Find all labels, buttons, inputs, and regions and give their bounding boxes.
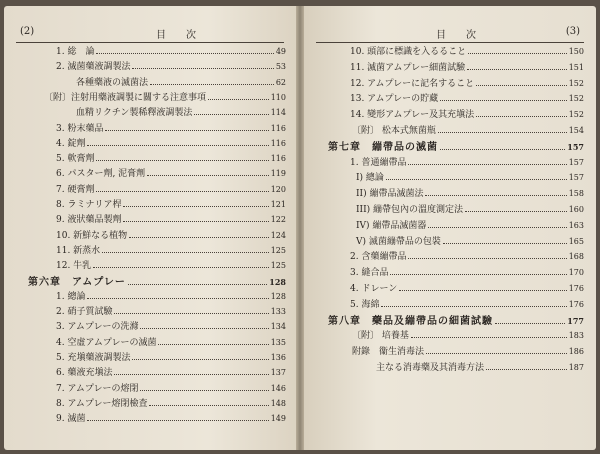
toc-leader-dots	[87, 413, 268, 421]
toc-entry-title: II) 繃帶品滅菌法	[356, 189, 424, 200]
toc-entry-page: 110	[270, 92, 286, 102]
toc-entry-page: 157	[568, 173, 584, 183]
toc-leader-dots	[123, 199, 268, 207]
toc-entry	[356, 236, 584, 248]
toc-entry	[56, 321, 286, 333]
toc-entry	[56, 199, 286, 211]
toc-leader-dots	[132, 352, 268, 360]
toc-entry	[376, 362, 584, 374]
toc-entry	[56, 168, 286, 180]
toc-entry-title: 4. 錠劑	[56, 138, 86, 149]
toc-entry	[56, 367, 286, 379]
toc-entry	[56, 413, 286, 425]
toc-leader-dots	[96, 46, 273, 54]
toc-entry-page: 150	[568, 47, 584, 56]
toc-entry-page: 177	[567, 315, 584, 326]
toc-entry-page: 160	[568, 205, 584, 214]
toc-leader-dots	[381, 299, 566, 307]
toc-entry-page: 187	[568, 363, 584, 372]
toc-entry-page: 154	[568, 126, 584, 135]
toc-entry-page: 170	[568, 268, 584, 278]
toc-entry-page: 128	[270, 291, 286, 301]
toc-entry-title: IV) 繃帶品滅菌器	[356, 220, 427, 231]
toc-entry-page: 137	[270, 368, 286, 378]
right-page	[304, 6, 596, 450]
toc-entry-page: 157	[568, 157, 584, 167]
toc-entry	[352, 330, 584, 342]
toc-entry	[56, 398, 286, 410]
toc-leader-dots	[411, 330, 567, 338]
toc-entry-title: 第六章 アムプレー	[28, 276, 126, 288]
toc-entry	[356, 220, 584, 232]
toc-leader-dots	[208, 92, 269, 100]
toc-entry-title: 14. 變形アムプレー及其充塡法	[350, 110, 475, 121]
toc-leader-dots	[426, 346, 567, 354]
toc-leader-dots	[158, 337, 268, 345]
book-gutter	[296, 6, 304, 450]
toc-entry-page: 176	[568, 284, 584, 293]
toc-leader-dots	[476, 78, 567, 86]
toc-entry-title: 第七章 繃帶品の滅菌	[328, 141, 438, 153]
toc-entry-title: 3. 粉末藥品	[56, 123, 104, 134]
toc-leader-dots	[102, 245, 269, 253]
toc-entry-page: 146	[270, 383, 286, 393]
toc-leader-dots	[390, 267, 566, 275]
toc-entry-page: 125	[270, 261, 286, 271]
toc-entry	[56, 245, 286, 257]
toc-entry-page: 158	[568, 189, 584, 199]
toc-entry-title: 3. アムプレーの洗滌	[56, 322, 139, 333]
toc-entry-page: 165	[568, 236, 584, 246]
toc-entry-title: 5. 軟膏劑	[56, 154, 95, 165]
toc-entry-page: 176	[568, 299, 584, 309]
toc-entry-title: 血精リクチン製稀釋液調製法	[76, 108, 193, 119]
toc-entry	[56, 383, 286, 395]
toc-entry	[352, 125, 584, 137]
toc-entry	[356, 188, 584, 200]
toc-entry-page: 152	[568, 110, 584, 120]
toc-entry-page: 152	[568, 94, 584, 104]
toc-leader-dots	[140, 383, 268, 391]
toc-leader-dots	[440, 93, 567, 101]
toc-entry-page: 124	[270, 230, 286, 240]
toc-leader-dots	[428, 220, 566, 228]
toc-entry	[56, 337, 286, 349]
toc-leader-dots	[114, 306, 268, 314]
right-page-header	[316, 24, 584, 43]
toc-entry	[350, 93, 584, 105]
toc-entry-page: 116	[270, 154, 286, 164]
toc-leader-dots	[476, 109, 567, 117]
toc-entry-page: 128	[269, 276, 286, 287]
toc-entry-title: 8. アムプレー熔閉檢査	[56, 398, 148, 409]
toc-entry-title: 8. ラミナリア桿	[56, 200, 122, 210]
toc-leader-dots	[468, 46, 567, 54]
toc-entry-title: 5. 充塡藥液調製法	[56, 353, 131, 363]
toc-leader-dots	[465, 204, 567, 212]
toc-entry	[352, 346, 584, 358]
toc-entry	[56, 352, 286, 364]
toc-entry	[56, 214, 286, 226]
toc-entry-title: 9. 液狀藥品製劑	[56, 215, 122, 226]
toc-entry-page: 121	[270, 200, 286, 209]
toc-entry-title: 〔附〕注射用藥液調製に關する注意事項	[44, 92, 207, 103]
toc-entry-page: 168	[568, 252, 584, 262]
toc-chapter-heading	[28, 276, 286, 288]
toc-leader-dots	[408, 157, 566, 165]
toc-entry-page: 62	[275, 77, 286, 87]
toc-entry	[56, 153, 286, 165]
left-page	[4, 6, 296, 450]
toc-entry-page: 149	[270, 414, 286, 424]
toc-entry-title: 3. 縫合品	[350, 268, 389, 279]
toc-entry-title: 2. 含藥繃帶品	[350, 252, 407, 263]
toc-entry-page: 163	[568, 220, 584, 230]
toc-entry-title: 13. アムプレーの貯藏	[350, 94, 439, 105]
toc-chapter-heading	[328, 315, 584, 327]
toc-entry-title: I) 總論	[356, 173, 384, 184]
toc-entry	[56, 138, 286, 150]
toc-entry-page: 133	[270, 307, 286, 317]
toc-entry	[56, 306, 286, 318]
toc-leader-dots	[467, 62, 567, 70]
toc-entry-page: 116	[270, 138, 286, 148]
toc-leader-dots	[87, 138, 268, 146]
toc-leader-dots	[149, 398, 268, 406]
toc-leader-dots	[96, 153, 268, 161]
toc-entry-title: 11. 新蒸水	[56, 245, 101, 256]
toc-entry-title: 12. 牛乳	[56, 261, 92, 272]
toc-leader-dots	[386, 172, 567, 180]
toc-entry	[76, 107, 286, 119]
toc-entry-title: 主なる消毒藥及其消毒方法	[376, 363, 485, 373]
toc-leader-dots	[128, 277, 267, 285]
toc-leader-dots	[438, 125, 567, 133]
toc-entry-title: 7. アムプレーの熔閉	[56, 383, 139, 394]
toc-entry	[56, 61, 286, 73]
toc-entry-page: 134	[270, 322, 286, 332]
toc-leader-dots	[129, 230, 269, 238]
toc-entry-title: 10. 頭部に標識を入るること	[350, 47, 467, 57]
open-book	[4, 6, 596, 450]
toc-entry	[56, 123, 286, 135]
toc-entry	[76, 77, 286, 89]
toc-entry-title: 第八章 藥品及繃帶品の細菌試驗	[328, 315, 493, 327]
left-page-number: (2)	[20, 26, 35, 37]
toc-leader-dots	[140, 321, 268, 329]
toc-entry	[350, 299, 584, 311]
toc-leader-dots	[123, 214, 268, 222]
toc-entry	[56, 291, 286, 303]
toc-entry-title: V) 滅菌繃帶品の包裝	[356, 236, 441, 247]
toc-entry-title: 6. 藥液充塡法	[56, 368, 113, 379]
toc-entry-page: 135	[270, 337, 286, 347]
toc-entry-page: 136	[270, 353, 286, 362]
toc-entry	[350, 283, 584, 295]
toc-entry-title: 1. 總論	[56, 291, 86, 302]
toc-entry-title: 1. 総 論	[56, 47, 95, 57]
toc-entry-page: 186	[568, 347, 584, 357]
toc-entry-title: 附錄 衞生消毒法	[352, 347, 425, 358]
toc-entry-page: 125	[270, 245, 286, 255]
toc-leader-dots	[96, 184, 268, 192]
toc-entry-title: 1. 普通繃帶品	[350, 157, 407, 168]
left-page-title: 目 次	[156, 30, 196, 41]
toc-entry-page: 157	[567, 141, 584, 152]
toc-entry-title: 4. 空虛アムプレーの滅菌	[56, 337, 157, 348]
toc-entry	[56, 260, 286, 272]
toc-entry	[350, 251, 584, 263]
toc-leader-dots	[132, 61, 273, 69]
toc-chapter-heading	[328, 141, 584, 153]
toc-entry	[356, 204, 584, 216]
toc-entry-page: 152	[568, 78, 584, 88]
toc-entry-title: 10. 新鮮なる植物	[56, 230, 128, 241]
toc-entry-title: 6. パスター劑, 泥膏劑	[56, 169, 146, 180]
toc-leader-dots	[425, 188, 566, 196]
toc-leader-dots	[114, 367, 268, 375]
toc-entry	[350, 157, 584, 169]
toc-entry	[44, 92, 286, 104]
toc-leader-dots	[408, 251, 566, 259]
toc-leader-dots	[486, 362, 567, 370]
toc-entry	[350, 62, 584, 74]
toc-leader-dots	[443, 236, 567, 244]
toc-leader-dots	[147, 168, 269, 176]
right-page-number: (3)	[565, 26, 580, 37]
toc-leader-dots	[105, 123, 268, 131]
toc-entry-title: 9. 滅菌	[56, 414, 86, 425]
toc-leader-dots	[194, 107, 268, 115]
toc-leader-dots	[495, 316, 565, 324]
toc-entry	[56, 184, 286, 196]
toc-entry-page: 151	[568, 62, 584, 72]
toc-entry-page: 49	[275, 47, 286, 56]
toc-leader-dots	[87, 291, 268, 299]
toc-entry	[350, 267, 584, 279]
toc-entry-page: 122	[270, 215, 286, 225]
toc-entry-title: 5. 海綿	[350, 299, 380, 310]
toc-entry-title: 11. 滅菌アムプレー細菌試驗	[350, 62, 466, 73]
toc-entry-title: III) 繃帶包內の溫度測定法	[356, 205, 464, 215]
toc-entry-title: 〔附〕 松本式無菌瓶	[352, 126, 436, 136]
right-page-title: 目 次	[436, 30, 476, 41]
toc-leader-dots	[399, 283, 566, 291]
toc-entry-page: 183	[568, 331, 584, 341]
toc-entry-title: 2. 滅菌藥液調製法	[56, 62, 131, 73]
left-page-header	[16, 24, 284, 43]
toc-leader-dots	[440, 142, 565, 150]
toc-entry-title: 12. アムプレーに記名すること	[350, 78, 475, 89]
toc-entry-title: 各種藥液の滅菌法	[76, 77, 149, 88]
toc-entry-page: 116	[270, 123, 286, 133]
toc-entry-page: 53	[275, 62, 286, 72]
toc-entry	[56, 230, 286, 242]
toc-entry	[356, 172, 584, 184]
toc-entry-title: 〔附〕 培養基	[352, 331, 409, 342]
toc-leader-dots	[93, 260, 269, 268]
toc-entry-title: 2. 硝子質試驗	[56, 307, 113, 318]
toc-entry-page: 120	[270, 184, 286, 194]
toc-entry-title: 4. ドレーン	[350, 284, 398, 294]
toc-entry-title: 7. 硬膏劑	[56, 184, 95, 195]
toc-entry-page: 114	[270, 108, 286, 118]
toc-entry	[56, 46, 286, 58]
toc-entry	[350, 109, 584, 121]
toc-entry-page: 148	[270, 398, 286, 408]
toc-entry-page: 119	[270, 169, 286, 179]
toc-leader-dots	[150, 77, 274, 85]
toc-entry	[350, 46, 584, 58]
toc-entry	[350, 78, 584, 90]
